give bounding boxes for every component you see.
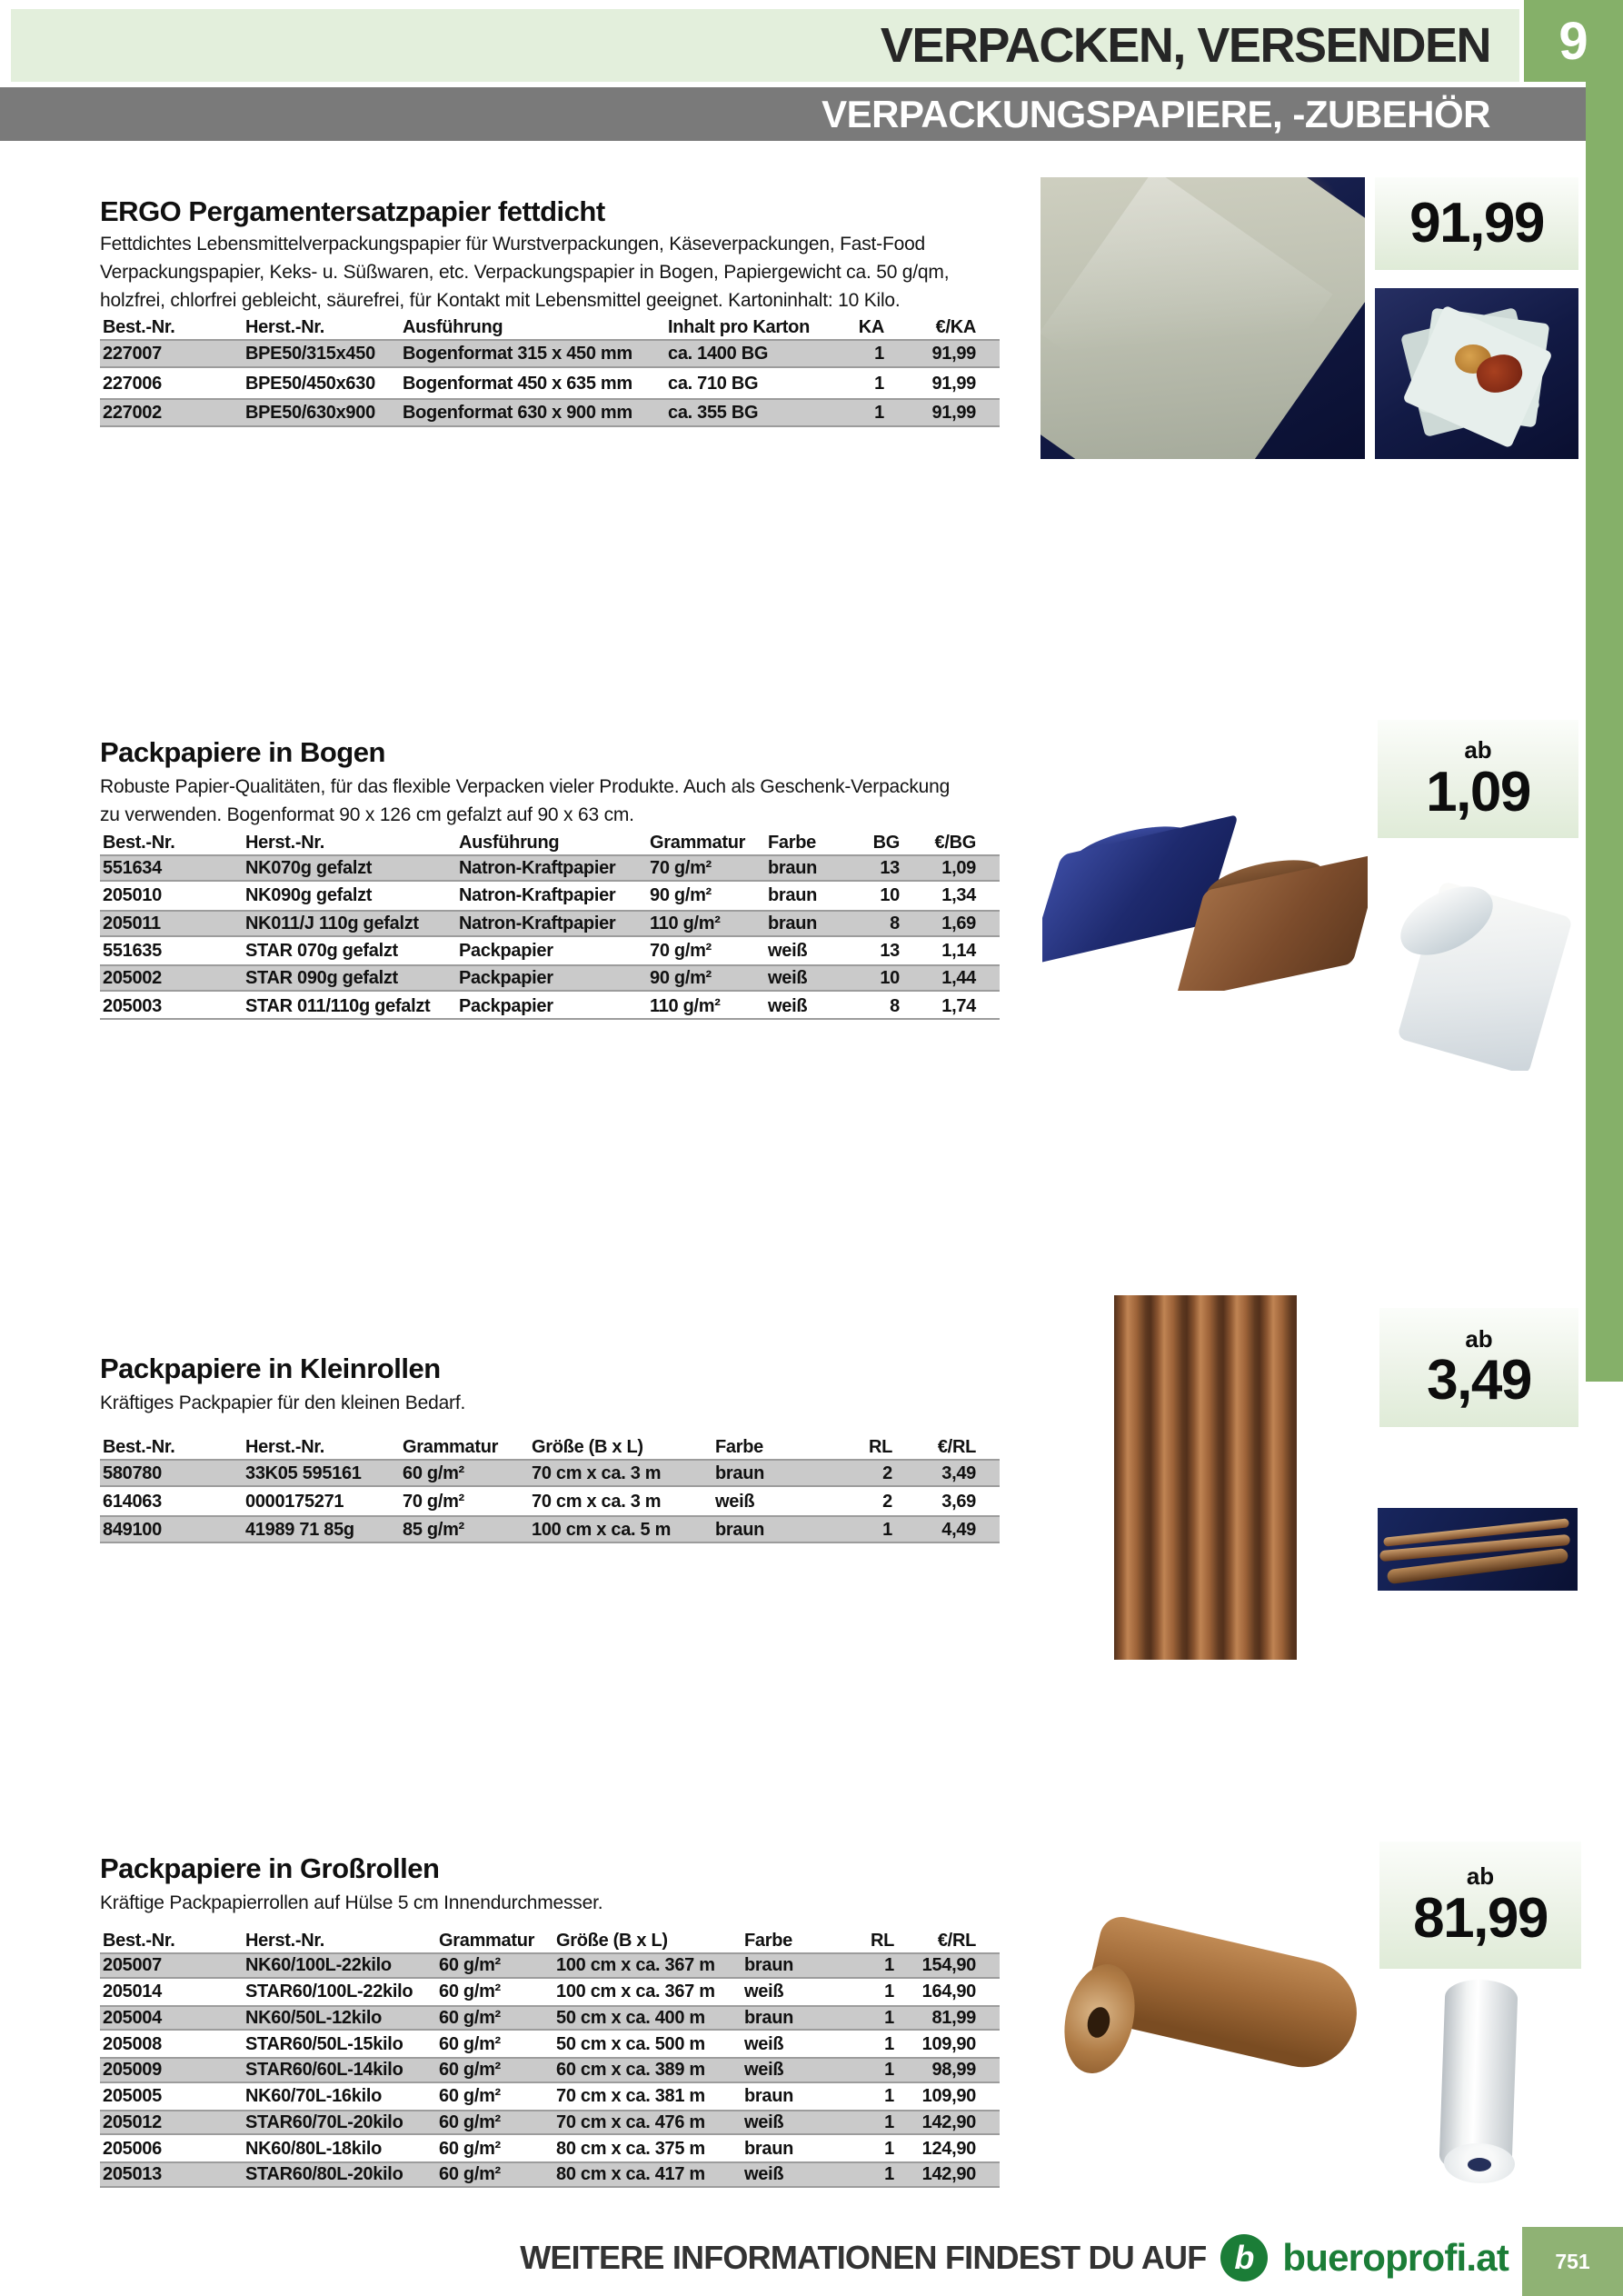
cell: 33K05 595161 [245,1462,362,1483]
cell: 100 cm x ca. 367 m [556,1982,715,2002]
cell: weiß [715,1491,755,1512]
column-header: Herst.-Nr. [245,1437,325,1457]
cell: 85 g/m² [403,1519,464,1540]
section-title: Packpapiere in Bogen [100,736,385,768]
cell: 100 cm x ca. 5 m [532,1519,672,1540]
section-description: Fettdichtes Lebensmittelverpackungspapier für Wurstverpackungen, Käseverpackungen, Fast-Food Verpackungspapier, Keks- u. Süßwaren, etc. Verpackungspapier in Bogen, Papiergewicht ca. 50 g/qm, holzfrei, chlorfrei gebleicht, säurefrei, für Kontakt mit Lebensmittel geeignet. Kartoninhalt: 10 Kilo. [100,234,950,311]
cell: 1 [884,1955,894,1976]
table-row [100,2031,1000,2057]
cell: 142,90 [921,2164,976,2185]
cell: 205011 [103,913,161,933]
product-photo-pergament-small [1375,288,1578,459]
product-table [100,834,1000,1020]
cell: Bogenformat 630 x 900 mm [403,402,632,423]
cell: 1,09 [941,858,976,879]
cell: Natron-Kraftpapier [459,913,616,933]
cell: 70 g/m² [403,1491,464,1512]
cell: 109,90 [921,2033,976,2054]
cell: NK60/80L-18kilo [245,2138,383,2159]
cell: weiß [768,968,808,989]
table-row [100,2110,1000,2136]
column-header: Best.-Nr. [103,833,175,853]
cell: 13 [880,858,900,879]
cell: 1 [882,1519,892,1540]
product-photo-packpapier-bogen [1042,798,1368,991]
cell: weiß [744,2060,784,2081]
section-packpapiere-grossrollen [100,1854,1000,2200]
chapter-band [11,9,1519,82]
section-title: Packpapiere in Kleinrollen [100,1353,441,1384]
cell: 50 cm x ca. 500 m [556,2033,705,2054]
cell: 60 cm x ca. 389 m [556,2060,705,2081]
cell: 580780 [103,1462,162,1483]
table-row [100,2161,1000,2188]
cell: 1,34 [941,885,976,906]
cell: ca. 355 BG [668,402,759,423]
cell: 90 g/m² [650,885,712,906]
cell: NK60/100L-22kilo [245,1955,392,1976]
cell: 60 g/m² [403,1462,464,1483]
cell: weiß [744,2164,784,2185]
cell: Natron-Kraftpapier [459,858,616,879]
cell: weiß [744,2111,784,2132]
column-header: Größe (B x L) [556,1931,668,1951]
table-bottom-rule [100,2186,1000,2188]
cell: BPE50/315x450 [245,344,375,364]
column-header: KA [858,317,884,337]
table-row [100,910,1000,937]
cell: 70 g/m² [650,941,712,962]
cell: 0000175271 [245,1491,344,1512]
cell: 1 [874,344,884,364]
product-photo-grossrolle-braun [1048,1911,1364,2111]
cell: 70 cm x ca. 381 m [556,2086,705,2107]
cell: 70 cm x ca. 3 m [532,1491,662,1512]
cell: 1,74 [941,995,976,1016]
cell: 60 g/m² [439,2164,501,2185]
column-header: Farbe [768,833,816,853]
cell: 70 cm x ca. 476 m [556,2111,705,2132]
cell: 142,90 [921,2111,976,2132]
cell: NK090g gefalzt [245,885,373,906]
price-prefix: ab [1465,1324,1493,1353]
product-photo-kleinrollen-small [1378,1508,1578,1591]
column-header: Herst.-Nr. [245,317,325,337]
cell: braun [715,1462,765,1483]
cell: Bogenformat 315 x 450 mm [403,344,632,364]
cell: 60 g/m² [439,2060,501,2081]
cell: STAR 090g gefalzt [245,968,398,989]
cell: 205014 [103,1982,162,2002]
section-description: Kräftige Packpapierrollen auf Hülse 5 cm Innendurchmesser. [100,1892,603,1913]
column-header: Herst.-Nr. [245,833,325,853]
cell: STAR60/60L-14kilo [245,2060,403,2081]
cell: 60 g/m² [439,2138,501,2159]
section-title: ERGO Pergamentersatzpapier fettdicht [100,195,605,227]
cell: 1,14 [941,941,976,962]
table-row [100,882,1000,909]
category-band [0,87,1586,141]
table-header-row [100,1932,1000,1952]
cell: Bogenformat 450 x 635 mm [403,373,632,394]
cell: NK011/J 110g gefalzt [245,913,419,933]
cell: 205004 [103,2007,162,2028]
cell: 91,99 [931,344,976,364]
category-title: VERPACKUNGSPAPIERE, -ZUBEHÖR [821,92,1490,135]
footer [520,2229,1508,2287]
cell: ca. 1400 BG [668,344,769,364]
table-row [100,964,1000,992]
column-header: Best.-Nr. [103,317,175,337]
table-header-row [100,1438,1000,1459]
cell: braun [744,2138,794,2159]
price-prefix: ab [1466,1862,1495,1891]
table-row [100,1515,1000,1543]
product-photo-kleinrollen [1114,1295,1297,1660]
cell: Packpapier [459,995,553,1016]
product-photo-grossrolle-weiss [1433,1976,1525,2191]
cell: 2 [882,1462,892,1483]
table-bottom-rule [100,1542,1000,1543]
cell: 60 g/m² [439,1955,501,1976]
column-header: Best.-Nr. [103,1931,175,1951]
cell: 227006 [103,373,162,394]
cell: Packpapier [459,968,553,989]
section-description: Robuste Papier-Qualitäten, für das flexible Verpacken vieler Produkte. Auch als Geschenk-Verpackung zu verwenden. Bogenformat 90 x 126 cm gefalzt auf 90 x 63 cm. [100,776,951,825]
column-header: Ausführung [403,317,503,337]
cell: 205002 [103,968,162,989]
cell: 70 cm x ca. 3 m [532,1462,662,1483]
cell: weiß [768,941,808,962]
price-badge [1379,1308,1578,1427]
cell: 205012 [103,2111,162,2132]
column-header: Best.-Nr. [103,1437,175,1457]
cell: 205005 [103,2086,162,2107]
product-photo-packpapier-weiss [1389,860,1578,1071]
table-row [100,1979,1000,2005]
cell: weiß [744,1982,784,2002]
cell: 60 g/m² [439,2111,501,2132]
cell: 849100 [103,1519,162,1540]
table-row [100,992,1000,1019]
price-value: 1,09 [1426,760,1530,824]
cell: 13 [880,941,900,962]
cell: STAR60/50L-15kilo [245,2033,403,2054]
cell: 1,69 [941,913,976,933]
cell: STAR60/100L-22kilo [245,1982,413,2002]
cell: 109,90 [921,2086,976,2107]
cell: 8 [890,995,900,1016]
section-pergamentersatzpapier [100,197,1000,434]
cell: 91,99 [931,402,976,423]
cell: 41989 71 85g [245,1519,354,1540]
column-header: Grammatur [650,833,746,853]
table-row [100,854,1000,882]
bueroprofi-logo-icon [1220,2234,1268,2281]
cell: 3,49 [941,1462,976,1483]
table-row [100,2135,1000,2161]
price-badge [1378,720,1578,838]
cell: 154,90 [921,1955,976,1976]
cell: 2 [882,1491,892,1512]
cell: NK070g gefalzt [245,858,373,879]
cell: 10 [880,968,900,989]
page-number-badge: 751 [1522,2227,1623,2296]
cell: 205009 [103,2060,162,2081]
section-packpapiere-kleinrollen [100,1354,1000,1554]
product-photo-pergament-large [1041,177,1365,459]
cell: braun [768,913,818,933]
cell: 1 [884,2138,894,2159]
column-header: €/BG [934,833,976,853]
cell: 1,44 [941,968,976,989]
table-row [100,339,1000,368]
price-prefix: ab [1464,736,1492,764]
table-bottom-rule [100,425,1000,427]
cell: STAR 070g gefalzt [245,941,398,962]
table-row [100,2005,1000,2031]
cell: 205010 [103,885,162,906]
cell: weiß [744,2033,784,2054]
price-badge [1379,1842,1581,1969]
column-header: Inhalt pro Karton [668,317,811,337]
price-badge [1375,177,1578,270]
column-header: RL [868,1437,892,1457]
cell: BPE50/450x630 [245,373,375,394]
cell: STAR60/70L-20kilo [245,2111,403,2132]
price-value: 81,99 [1413,1886,1548,1950]
paper-roll-core-shape [1468,2158,1491,2171]
cell: 614063 [103,1491,162,1512]
cell: 551634 [103,858,162,879]
cell: NK60/50L-12kilo [245,2007,383,2028]
table-row [100,2057,1000,2083]
cell: NK60/70L-16kilo [245,2086,383,2107]
column-header: RL [870,1931,894,1951]
cell: 205007 [103,1955,162,1976]
column-header: €/RL [937,1437,976,1457]
column-header: Ausführung [459,833,560,853]
cell: 10 [880,885,900,906]
cell: 110 g/m² [650,913,721,933]
column-header: €/RL [937,1931,976,1951]
cell: 91,99 [931,373,976,394]
chapter-edge-stripe [1586,82,1623,1382]
column-header: Größe (B x L) [532,1437,643,1457]
cell: 124,90 [921,2138,976,2159]
cell: 551635 [103,941,162,962]
cell: 1 [884,1982,894,2002]
table-row [100,2083,1000,2110]
footer-info-text: WEITERE INFORMATIONEN FINDEST DU AUF [520,2239,1207,2276]
cell: 1 [884,2033,894,2054]
cell: braun [744,2007,794,2028]
cell: 81,99 [931,2007,976,2028]
column-header: Farbe [715,1437,763,1457]
cell: 110 g/m² [650,995,721,1016]
table-header-row [100,318,1000,339]
cell: braun [768,885,818,906]
cell: weiß [768,995,808,1016]
column-header: Grammatur [403,1437,499,1457]
section-title: Packpapiere in Großrollen [100,1852,440,1884]
cell: 70 g/m² [650,858,712,879]
table-row [100,1952,1000,1979]
cell: 1 [874,373,884,394]
cell: 90 g/m² [650,968,712,989]
cell: 4,49 [941,1519,976,1540]
column-header: €/KA [935,317,976,337]
cell: braun [744,1955,794,1976]
cell: 98,99 [931,2060,976,2081]
cell: ca. 710 BG [668,373,759,394]
cell: 1 [884,2060,894,2081]
cell: STAR 011/110g gefalzt [245,995,431,1016]
cell: 60 g/m² [439,2007,501,2028]
cell: 227002 [103,402,162,423]
product-table [100,1438,1000,1543]
cell: Natron-Kraftpapier [459,885,616,906]
cell: 205013 [103,2164,162,2185]
cell: BPE50/630x900 [245,402,375,423]
column-header: Farbe [744,1931,792,1951]
section-packpapiere-bogen [100,738,1000,1029]
column-header: BG [872,833,900,853]
cell: 205003 [103,995,162,1016]
cell: 205008 [103,2033,162,2054]
table-row [100,937,1000,964]
cell: 60 g/m² [439,2033,501,2054]
cell: 227007 [103,344,162,364]
cell: braun [744,2086,794,2107]
cell: 1 [884,2111,894,2132]
cell: 1 [874,402,884,423]
chapter-number-tab: 9 [1524,0,1623,82]
cell: 80 cm x ca. 417 m [556,2164,705,2185]
cell: 60 g/m² [439,1982,501,2002]
table-row [100,1487,1000,1515]
cell: STAR60/80L-20kilo [245,2164,403,2185]
table-bottom-rule [100,1018,1000,1020]
logo-letter: b [1234,2239,1255,2276]
cell: 3,69 [941,1491,976,1512]
price-value: 3,49 [1427,1349,1531,1413]
cell: braun [715,1519,765,1540]
chapter-title: VERPACKEN, VERSENDEN [880,18,1490,73]
cell: 50 cm x ca. 400 m [556,2007,705,2028]
cell: Packpapier [459,941,553,962]
column-header: Grammatur [439,1931,535,1951]
cell: 60 g/m² [439,2086,501,2107]
cell: 164,90 [921,1982,976,2002]
table-header-row [100,834,1000,854]
cell: 80 cm x ca. 375 m [556,2138,705,2159]
cell: 1 [884,2007,894,2028]
cell: braun [768,858,818,879]
cell: 1 [884,2164,894,2185]
cell: 100 cm x ca. 367 m [556,1955,715,1976]
table-row [100,1459,1000,1487]
table-row [100,398,1000,427]
product-table [100,1932,1000,2188]
footer-website-link[interactable]: bueroprofi.at [1282,2236,1508,2279]
table-row [100,368,1000,397]
cell: 8 [890,913,900,933]
cell: 205006 [103,2138,162,2159]
cell: 1 [884,2086,894,2107]
section-description: Kräftiges Packpapier für den kleinen Bedarf. [100,1393,466,1413]
column-header: Herst.-Nr. [245,1931,325,1951]
price-value: 91,99 [1409,192,1544,255]
product-table [100,318,1000,427]
